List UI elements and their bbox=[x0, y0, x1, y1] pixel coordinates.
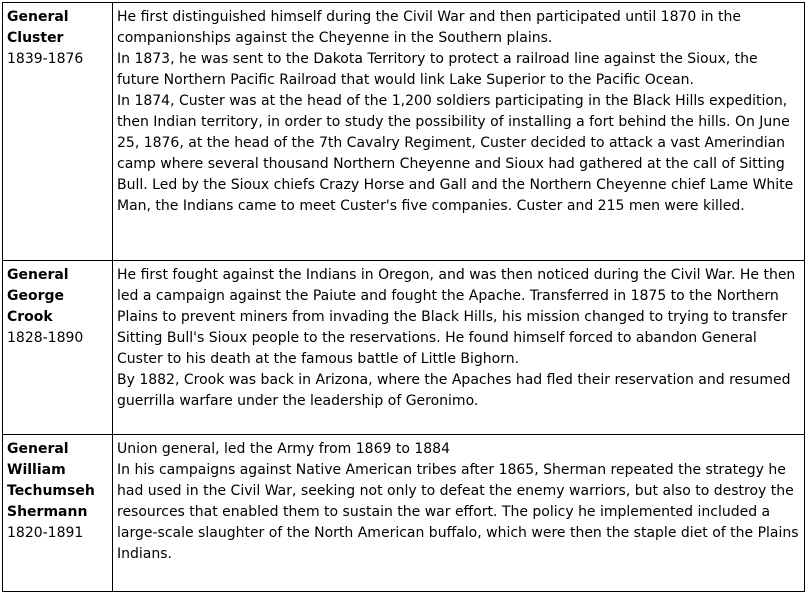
general-name: General George Crook bbox=[7, 267, 69, 325]
general-name-cell bbox=[3, 435, 113, 592]
general-description-cell bbox=[113, 261, 805, 435]
generals-table bbox=[2, 2, 805, 592]
table-row bbox=[3, 3, 805, 261]
description-paragraph: He first distinguished himself during the Civil War and then participated until 1870 in the companionships against the Cheyenne in the Southern plains. bbox=[117, 9, 741, 46]
general-name-cell bbox=[3, 3, 113, 261]
general-description-cell bbox=[113, 3, 805, 261]
description-paragraph: He first fought against the Indians in Oregon, and was then noticed during the Civil War. He then led a campaign against the Paiute and fought the Apache. Transferred in 1875 to the Northern Plains to prevent miners from invading the Black Hills, his mission changed to trying to transfer Sitting Bull's Sioux people to the reservations. He found himself forced to abandon General Custer to his death at the famous battle of Little Bighorn. bbox=[117, 267, 796, 367]
general-description-cell bbox=[113, 435, 805, 592]
table-row bbox=[3, 261, 805, 435]
general-dates: 1839-1876 bbox=[7, 51, 84, 67]
table-row bbox=[3, 435, 805, 592]
general-dates: 1828-1890 bbox=[7, 330, 84, 346]
description-paragraph: Union general, led the Army from 1869 to 1884 bbox=[117, 441, 450, 457]
general-name: General Cluster bbox=[7, 9, 69, 46]
general-dates: 1820-1891 bbox=[7, 525, 84, 541]
description-paragraph: In 1874, Custer was at the head of the 1,200 soldiers participating in the Black Hills expedition, then Indian territory, in order to study the possibility of installing a fort behind the hills. On June 25, 1876, at the head of the 7th Cavalry Regiment, Custer decided to attack a vast Amerindian camp where several thousand Northern Cheyenne and Sioux had gathered at the call of Sitting Bull. Led by the Sioux chiefs Crazy Horse and Gall and the Northern Cheyenne chief Lame White Man, the Indians came to meet Custer's five companies. Custer and 215 men were killed. bbox=[117, 93, 794, 214]
description-paragraph: In his campaigns against Native American tribes after 1865, Sherman repeated the strategy he had used in the Civil War, seeking not only to defeat the enemy warriors, but also to destroy the resources that enabled them to sustain the war effort. The policy he implemented included a large-scale slaughter of the North American buffalo, which were then the staple diet of the Plains Indians. bbox=[117, 462, 799, 562]
description-paragraph: By 1882, Crook was back in Arizona, where the Apaches had fled their reservation and resumed guerrilla warfare under the leadership of Geronimo. bbox=[117, 372, 791, 409]
general-name-cell bbox=[3, 261, 113, 435]
general-name: General William Techumseh Shermann bbox=[7, 441, 95, 520]
description-paragraph: In 1873, he was sent to the Dakota Territory to protect a railroad line against the Sioux, the future Northern Pacific Railroad that would link Lake Superior to the Pacific Ocean. bbox=[117, 51, 758, 88]
